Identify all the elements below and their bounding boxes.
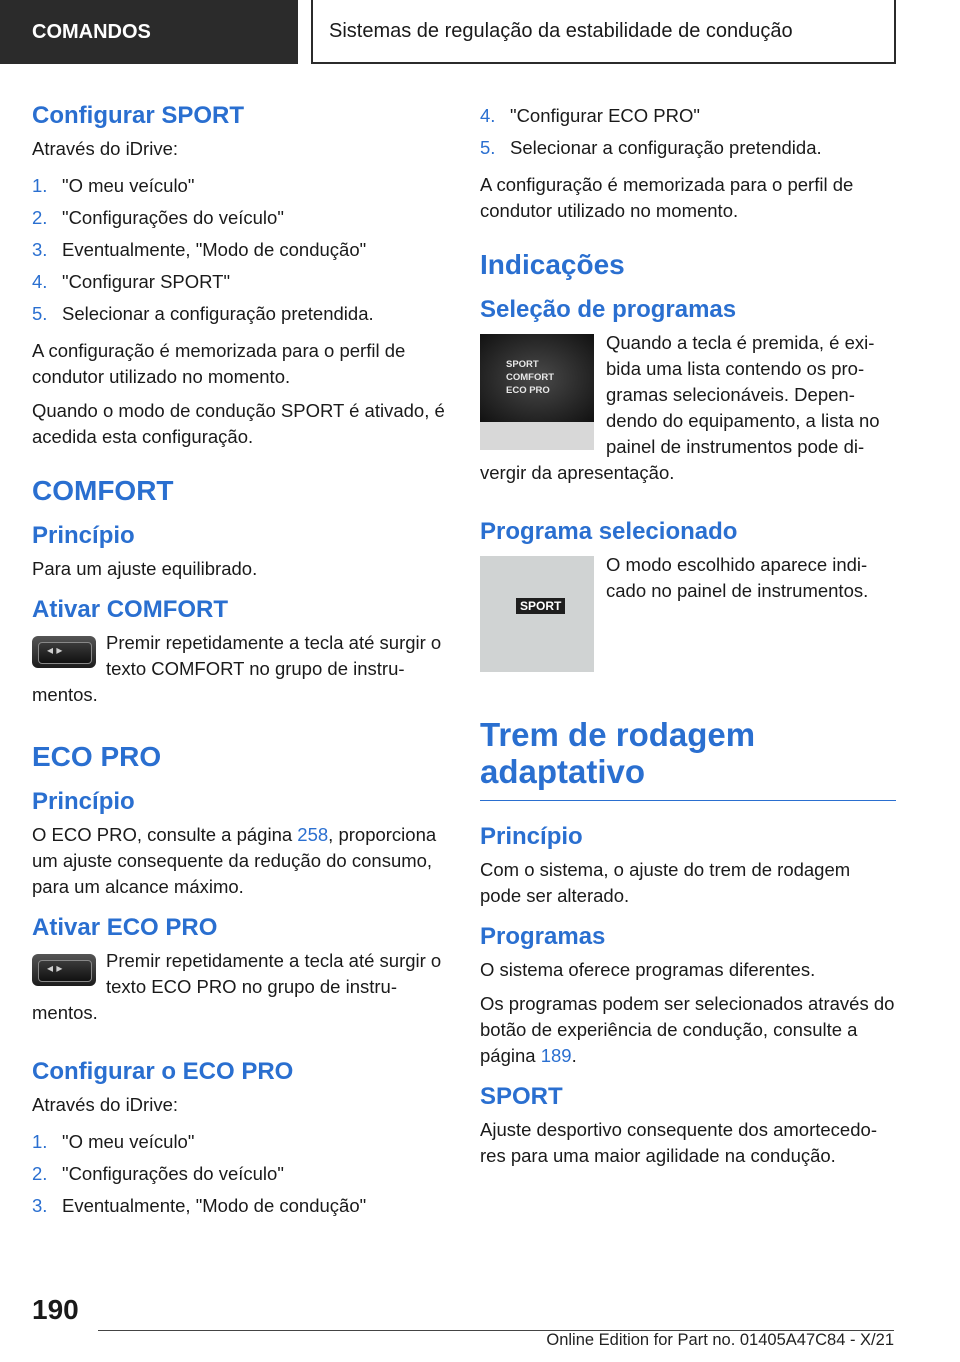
list-item: 2. "Configurações do veículo" bbox=[32, 1163, 284, 1184]
eco-config-steps-cont bbox=[480, 100, 896, 164]
selection-title: Seleção de programas bbox=[480, 296, 737, 323]
right-column bbox=[480, 100, 896, 1177]
eco-config-title: Configurar o ECO PRO bbox=[32, 1058, 294, 1085]
selection-text: Quando a tecla é premida, é exibida uma lista contendo os programas selecionáveis. Dependendo do equipamento, a lista no painel de instrumentos pode divergir da apresentação. bbox=[480, 332, 880, 483]
list-item: 1. "O meu veículo" bbox=[32, 175, 195, 196]
page-number: 190 bbox=[32, 1294, 79, 1325]
page-link[interactable]: 258 bbox=[297, 824, 329, 845]
chapter-header: Sistemas de regulação da estabilidade de condução bbox=[311, 0, 896, 64]
sport-config-title: Configurar SPORT bbox=[32, 102, 245, 129]
section-header: COMANDOS bbox=[0, 0, 298, 64]
footer-edition: Online Edition for Part no. 01405A47C84 - X/21 bbox=[546, 1331, 894, 1349]
chassis-title: Trem de rodagem adaptativo bbox=[480, 716, 896, 801]
selected-text: O modo escolhido aparece indicado no painel de instrumentos. bbox=[606, 554, 869, 601]
list-item: 4. "Configurar ECO PRO" bbox=[480, 105, 700, 126]
chassis-principle-title: Princípio bbox=[480, 823, 583, 850]
selected-title: Programa selecionado bbox=[480, 518, 738, 545]
program-list-image: SPORT COMFORT ECO PRO bbox=[480, 334, 594, 450]
eco-config-steps bbox=[32, 1126, 452, 1222]
selected-program-image: SPORT bbox=[480, 556, 594, 672]
sport-title: SPORT bbox=[480, 1083, 563, 1110]
drive-mode-button-icon bbox=[32, 954, 96, 986]
eco-principle-title: Princípio bbox=[32, 788, 135, 815]
eco-principle-text: O ECO PRO, consulte a página 258, proporciona um ajuste consequente da redução do consumo, para um alcance máximo. bbox=[32, 824, 437, 897]
list-item: 2. "Configurações do veículo" bbox=[32, 207, 284, 228]
drive-mode-button-icon bbox=[32, 636, 96, 668]
comfort-title: COMFORT bbox=[32, 475, 174, 506]
chassis-principle-text: Com o sistema, o ajuste do trem de rodagem pode ser alterado. bbox=[480, 859, 851, 906]
list-item: 5. Selecionar a configuração pretendida. bbox=[480, 137, 822, 158]
indications-title: Indicações bbox=[480, 249, 625, 280]
comfort-activate-text: Premir repetidamente a tecla até surgir o texto COMFORT no grupo de instrumentos. bbox=[32, 632, 442, 705]
eco-config-note: A configuração é memorizada para o perfil de condutor utilizado no momento. bbox=[480, 174, 854, 221]
programs-title: Programas bbox=[480, 923, 606, 950]
programs-text-2: Os programas podem ser selecionados através do botão de experiência de condução, consulte a página 189. bbox=[480, 993, 895, 1066]
sport-config-note: A configuração é memorizada para o perfil de condutor utilizado no momento. bbox=[32, 340, 406, 387]
list-item: 3. Eventualmente, "Modo de condução" bbox=[32, 239, 367, 260]
eco-title: ECO PRO bbox=[32, 741, 162, 772]
sport-config-note-2: Quando o modo de condução SPORT é ativado, é acedida esta configuração. bbox=[32, 400, 445, 447]
page-link[interactable]: 189 bbox=[540, 1045, 572, 1066]
sport-config-intro: Através do iDrive: bbox=[32, 138, 178, 159]
comfort-principle-title: Princípio bbox=[32, 522, 135, 549]
list-item: 3. Eventualmente, "Modo de condução" bbox=[32, 1195, 367, 1216]
comfort-principle-text: Para um ajuste equilibrado. bbox=[32, 558, 258, 579]
eco-config-intro: Através do iDrive: bbox=[32, 1094, 178, 1115]
list-item: 1. "O meu veículo" bbox=[32, 1131, 195, 1152]
comfort-activate-title: Ativar COMFORT bbox=[32, 596, 229, 623]
list-item: 5. Selecionar a configuração pretendida. bbox=[32, 303, 374, 324]
sport-text: Ajuste desportivo consequente dos amortecedores para uma maior agilidade na condução. bbox=[480, 1119, 877, 1166]
programs-text: O sistema oferece programas diferentes. bbox=[480, 959, 816, 980]
list-item: 4. "Configurar SPORT" bbox=[32, 271, 231, 292]
sport-config-steps bbox=[32, 170, 452, 330]
left-column bbox=[32, 100, 452, 1230]
eco-activate-title: Ativar ECO PRO bbox=[32, 914, 218, 941]
eco-activate-text: Premir repetidamente a tecla até surgir o texto ECO PRO no grupo de instrumentos. bbox=[32, 950, 442, 1023]
